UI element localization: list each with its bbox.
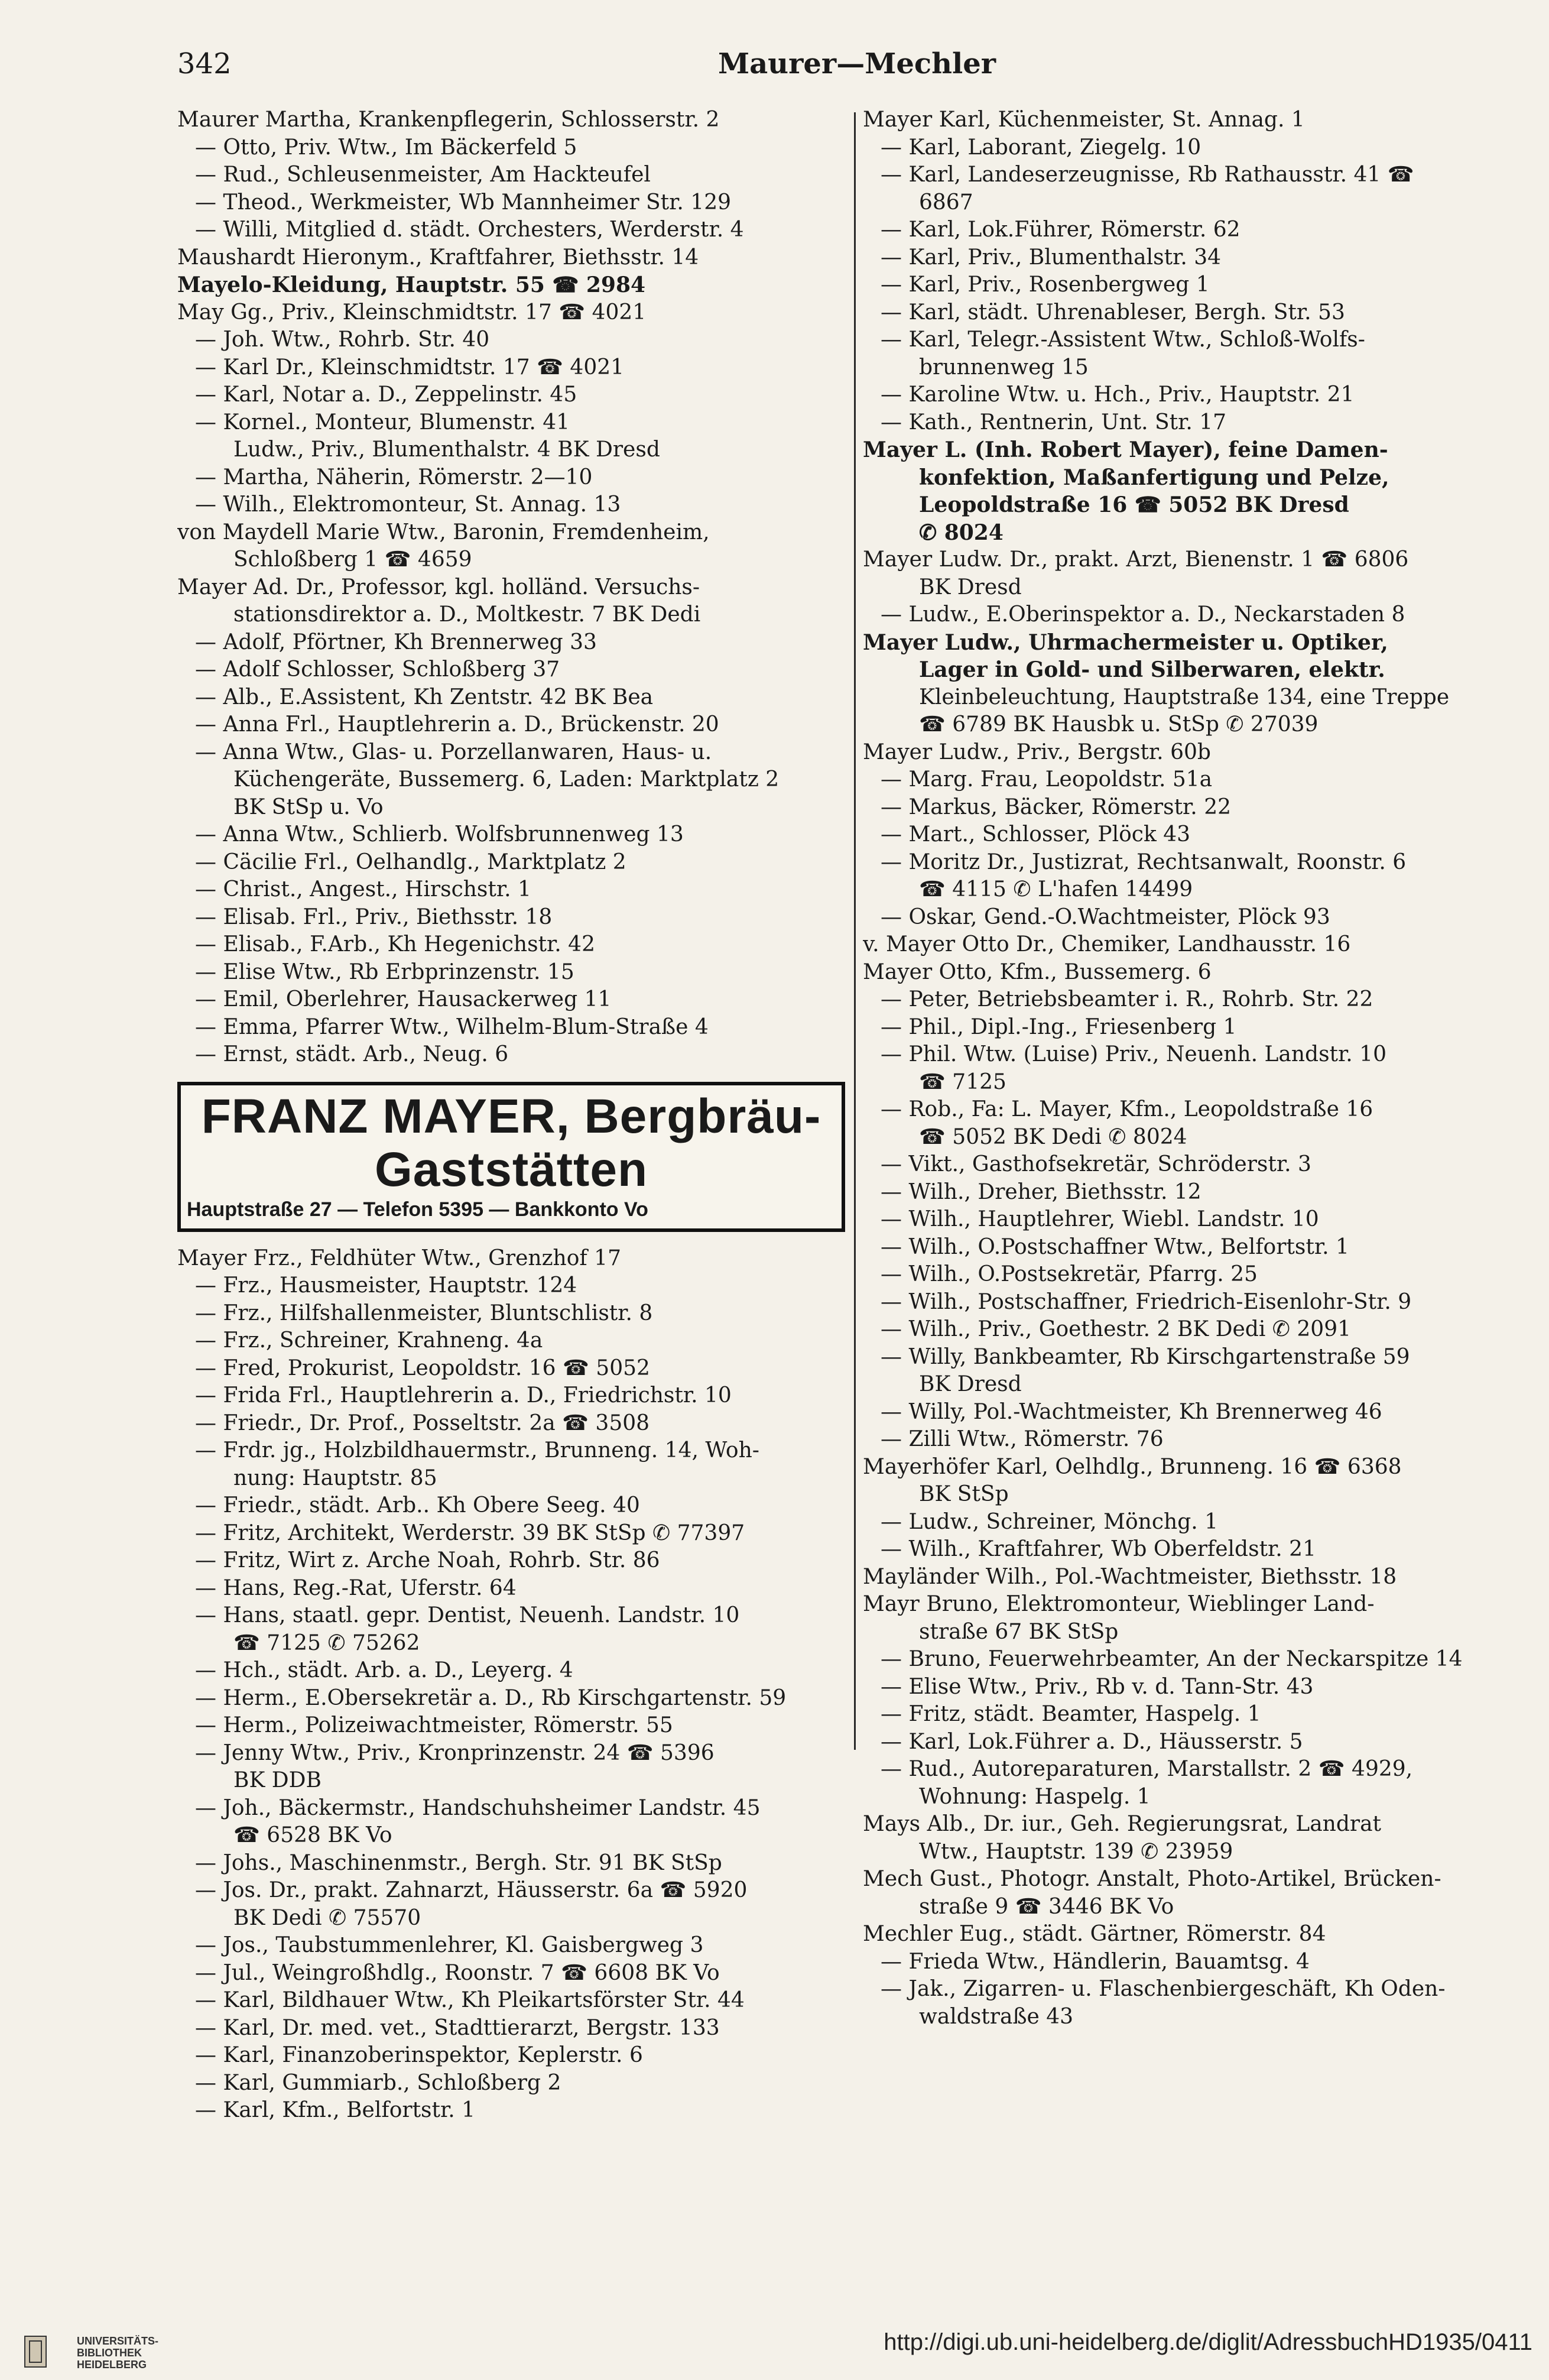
- directory-entry: — Karl, Kfm., Belfortstr. 1: [195, 2098, 476, 2122]
- directory-entry: — Theod., Werkmeister, Wb Mannheimer Str. 129: [195, 190, 731, 215]
- directory-entry: — Wilh., Elektromonteur, St. Annag. 13: [195, 492, 621, 517]
- directory-entry: — Anna Wtw., Schlierb. Wolfsbrunnenweg 13: [195, 822, 684, 847]
- directory-entry: — Christ., Angest., Hirschstr. 1: [195, 877, 531, 902]
- page-number: 342: [177, 47, 232, 80]
- directory-entry: — Herm., E.Obersekretär a. D., Rb Kirschgartenstr. 59: [195, 1685, 787, 1710]
- right-column: [863, 106, 1531, 2031]
- directory-entry: — Anna Wtw., Glas- u. Porzellanwaren, Haus- u.: [195, 740, 712, 764]
- directory-entry: — Elisab., F.Arb., Kh Hegenichstr. 42: [195, 932, 595, 956]
- directory-entry: — Alb., E.Assistent, Kh Zentstr. 42 BK Bea: [195, 685, 654, 709]
- directory-entry: — Fred, Prokurist, Leopoldstr. 16 ☎ 5052: [195, 1356, 650, 1380]
- directory-entry: — Wilh., O.Postsekretär, Pfarrg. 25: [881, 1262, 1258, 1286]
- left-entries: [177, 106, 845, 1069]
- directory-entry: Maurer Martha, Krankenpflegerin, Schlosserstr. 2: [177, 108, 720, 132]
- directory-entry: — Wilh., Kraftfahrer, Wb Oberfeldstr. 21: [881, 1537, 1316, 1561]
- directory-entry: Mayerhöfer Karl, Oelhdlg., Brunneng. 16 ☎ 6368: [863, 1454, 1402, 1479]
- directory-entry: BK DDB: [233, 1768, 322, 1792]
- directory-entry: BK StSp u. Vo: [233, 795, 384, 819]
- directory-entry: — Frz., Hilfshallenmeister, Bluntschlistr. 8: [195, 1301, 653, 1325]
- directory-entry: — Willy, Bankbeamter, Rb Kirschgartenstraße 59: [881, 1344, 1410, 1369]
- directory-entry: — Emma, Pfarrer Wtw., Wilhelm-Blum-Straße 4: [195, 1014, 709, 1039]
- directory-entry: — Willy, Pol.-Wachtmeister, Kh Brennerweg 46: [881, 1399, 1382, 1424]
- directory-entry: ☎ 4115 ✆ L'hafen 14499: [919, 877, 1193, 902]
- directory-entry: ☎ 7125: [919, 1069, 1006, 1094]
- advertisement-title: FRANZ MAYER, Bergbräu-Gaststätten: [201, 1089, 821, 1197]
- directory-entry: Mayer L. (Inh. Robert Mayer), feine Damen-: [863, 437, 1388, 462]
- franz-mayer-advertisement: [177, 1082, 845, 1232]
- directory-entry: Mayer Otto, Kfm., Bussemerg. 6: [863, 959, 1212, 984]
- directory-entry: — Moritz Dr., Justizrat, Rechtsanwalt, Roonstr. 6: [881, 849, 1407, 874]
- directory-entry: — Bruno, Feuerwehrbeamter, An der Neckarspitze 14: [881, 1647, 1463, 1671]
- directory-entry: — Kath., Rentnerin, Unt. Str. 17: [881, 410, 1227, 435]
- directory-entry: Mayer Ludw., Priv., Bergstr. 60b: [863, 740, 1211, 764]
- directory-entry: — Karl, Finanzoberinspektor, Keplerstr. 6: [195, 2043, 643, 2067]
- directory-entry: — Fritz, städt. Beamter, Haspelg. 1: [881, 1702, 1261, 1726]
- source-url[interactable]: http://digi.ub.uni-heidelberg.de/diglit/AdressbuchHD1935/0411: [884, 2329, 1532, 2355]
- directory-entry: — Wilh., Hauptlehrer, Wiebl. Landstr. 10: [881, 1207, 1319, 1231]
- directory-entry: — Jak., Zigarren- u. Flaschenbiergeschäft, Kh Oden-: [881, 1977, 1446, 2001]
- directory-entry: Schloßberg 1 ☎ 4659: [233, 547, 472, 572]
- directory-entry: ☎ 6789 BK Hausbk u. StSp ✆ 27039: [919, 712, 1319, 737]
- directory-entry: — Wilh., Priv., Goethestr. 2 BK Dedi ✆ 2091: [881, 1317, 1352, 1341]
- directory-entry: ☎ 6528 BK Vo: [233, 1823, 392, 1847]
- directory-entry: BK Dedi ✆ 75570: [233, 1905, 421, 1930]
- directory-entry: — Frida Frl., Hauptlehrerin a. D., Friedrichstr. 10: [195, 1383, 732, 1408]
- directory-entry: nung: Hauptstr. 85: [233, 1465, 437, 1490]
- directory-entry: — Karoline Wtw. u. Hch., Priv., Hauptstr. 21: [881, 382, 1355, 407]
- directory-entry: — Johs., Maschinenmstr., Bergh. Str. 91 BK StSp: [195, 1850, 722, 1875]
- directory-entry: — Karl, Landeserzeugnisse, Rb Rathausstr. 41 ☎: [881, 163, 1414, 187]
- directory-entry: — Adolf, Pförtner, Kh Brennerweg 33: [195, 630, 597, 654]
- directory-entry: — Frdr. jg., Holzbildhauermstr., Brunneng. 14, Woh-: [195, 1438, 759, 1463]
- directory-entry: BK Dresd: [919, 1372, 1022, 1396]
- directory-entry: — Jos., Taubstummenlehrer, Kl. Gaisbergweg 3: [195, 1933, 704, 1957]
- page-header: [177, 47, 1548, 89]
- directory-entry: Wtw., Hauptstr. 139 ✆ 23959: [919, 1839, 1233, 1864]
- directory-entry: — Hans, staatl. gepr. Dentist, Neuenh. Landstr. 10: [195, 1603, 740, 1627]
- library-logo: [24, 2335, 159, 2371]
- directory-entry: — Zilli Wtw., Römerstr. 76: [881, 1427, 1164, 1451]
- directory-entry: straße 67 BK StSp: [919, 1619, 1119, 1644]
- directory-entry: — Karl, Lok.Führer a. D., Häusserstr. 5: [881, 1729, 1303, 1754]
- directory-entry: — Karl, Laborant, Ziegelg. 10: [881, 135, 1201, 160]
- directory-entry: — Karl, städt. Uhrenableser, Bergh. Str. 53: [881, 300, 1345, 325]
- directory-entry: — Wilh., Dreher, Biethsstr. 12: [881, 1179, 1201, 1204]
- directory-entry: — Fritz, Wirt z. Arche Noah, Rohrb. Str. 86: [195, 1548, 660, 1572]
- directory-entry: Mayer Ad. Dr., Professor, kgl. holländ. Versuchs-: [177, 575, 700, 599]
- directory-entry: — Friedr., Dr. Prof., Posseltstr. 2a ☎ 3508: [195, 1411, 650, 1435]
- directory-entry: — Phil., Dipl.-Ing., Friesenberg 1: [881, 1014, 1237, 1039]
- directory-entry: — Karl, Lok.Führer, Römerstr. 62: [881, 218, 1241, 242]
- directory-entry: — Rob., Fa: L. Mayer, Kfm., Leopoldstraße 16: [881, 1097, 1373, 1121]
- directory-entry: Maushardt Hieronym., Kraftfahrer, Biethsstr. 14: [177, 245, 699, 270]
- left-entries-continued: [177, 1245, 845, 2125]
- directory-entry: Küchengeräte, Bussemerg. 6, Laden: Marktplatz 2: [233, 767, 780, 792]
- directory-entry: Mayer Karl, Küchenmeister, St. Annag. 1: [863, 108, 1305, 132]
- directory-entry: — Hans, Reg.-Rat, Uferstr. 64: [195, 1575, 517, 1600]
- directory-entry: Mayländer Wilh., Pol.-Wachtmeister, Biethsstr. 18: [863, 1564, 1397, 1589]
- directory-entry: Mayer Ludw. Dr., prakt. Arzt, Bienenstr. 1 ☎ 6806: [863, 547, 1409, 572]
- running-head: Maurer—Mechler: [717, 47, 996, 80]
- directory-entry: — Frz., Schreiner, Krahneng. 4a: [195, 1328, 543, 1353]
- directory-entry: — Oskar, Gend.-O.Wachtmeister, Plöck 93: [881, 904, 1330, 929]
- directory-entry: BK Dresd: [919, 575, 1022, 599]
- directory-entry: — Jenny Wtw., Priv., Kronprinzenstr. 24 ☎ 5396: [195, 1740, 715, 1765]
- directory-entry: Ludw., Priv., Blumenthalstr. 4 BK Dresd: [233, 437, 660, 462]
- library-seal-icon: [24, 2335, 47, 2368]
- directory-entry: Mayr Bruno, Elektromonteur, Wieblinger Land-: [863, 1592, 1375, 1616]
- directory-entry: Mays Alb., Dr. iur., Geh. Regierungsrat, Landrat: [863, 1812, 1382, 1836]
- directory-entry: — Joh. Wtw., Rohrb. Str. 40: [195, 328, 490, 352]
- directory-entry: ☎ 7125 ✆ 75262: [233, 1630, 420, 1655]
- advertisement-subtitle: Hauptstraße 27 — Telefon 5395 — Bankkonto Vo: [187, 1198, 648, 1221]
- directory-entry: BK StSp: [919, 1482, 1009, 1506]
- directory-entry: — Karl Dr., Kleinschmidtstr. 17 ☎ 4021: [195, 355, 625, 380]
- directory-entry: — Frz., Hausmeister, Hauptstr. 124: [195, 1273, 577, 1298]
- directory-entry: brunnenweg 15: [919, 355, 1089, 380]
- directory-entry: — Rud., Autoreparaturen, Marstallstr. 2 ☎ 4929,: [881, 1757, 1413, 1781]
- directory-entry: — Rud., Schleusenmeister, Am Hackteufel: [195, 163, 651, 187]
- directory-entry: — Adolf Schlosser, Schloßberg 37: [195, 657, 560, 682]
- directory-entry: — Jul., Weingroßhdlg., Roonstr. 7 ☎ 6608 BK Vo: [195, 1960, 720, 1985]
- directory-entry: — Peter, Betriebsbeamter i. R., Rohrb. Str. 22: [881, 987, 1373, 1011]
- directory-entry: — Elise Wtw., Priv., Rb v. d. Tann-Str. 43: [881, 1674, 1314, 1699]
- directory-entry: — Karl, Notar a. D., Zeppelinstr. 45: [195, 382, 577, 407]
- directory-entry: — Willi, Mitglied d. städt. Orchesters, Werderstr. 4: [195, 218, 744, 242]
- directory-entry: — Martha, Näherin, Römerstr. 2—10: [195, 465, 593, 489]
- directory-entry: — Wilh., O.Postschaffner Wtw., Belfortstr. 1: [881, 1234, 1349, 1259]
- directory-entry: Lager in Gold- und Silberwaren, elektr.: [919, 657, 1385, 682]
- directory-entry: — Jos. Dr., prakt. Zahnarzt, Häusserstr. 6a ☎ 5920: [195, 1878, 748, 1902]
- directory-entry: — Joh., Bäckermstr., Handschuhsheimer Landstr. 45: [195, 1795, 761, 1820]
- directory-entry: Mayer Frz., Feldhüter Wtw., Grenzhof 17: [177, 1246, 621, 1270]
- directory-entry: Mech Gust., Photogr. Anstalt, Photo-Artikel, Brücken-: [863, 1867, 1441, 1891]
- page-footer: [0, 2323, 1549, 2380]
- directory-entry: — Kornel., Monteur, Blumenstr. 41: [195, 410, 570, 435]
- directory-entry: — Elisab. Frl., Priv., Biethsstr. 18: [195, 904, 553, 929]
- directory-entry: Mayer Ludw., Uhrmachermeister u. Optiker,: [863, 630, 1388, 655]
- directory-entry: ☎ 5052 BK Dedi ✆ 8024: [919, 1124, 1187, 1149]
- right-entries: [863, 106, 1531, 2031]
- directory-entry: — Ludw., E.Oberinspektor a. D., Neckarstaden 8: [881, 602, 1405, 627]
- library-logo-text: UNIVERSITÄTS- BIBLIOTHEK HEIDELBERG: [77, 2335, 159, 2371]
- directory-entry: — Marg. Frau, Leopoldstr. 51a: [881, 767, 1213, 792]
- directory-entry: — Karl, Priv., Blumenthalstr. 34: [881, 245, 1222, 270]
- directory-entry: — Friedr., städt. Arb.. Kh Obere Seeg. 40: [195, 1493, 640, 1518]
- directory-entry: waldstraße 43: [919, 2004, 1074, 2029]
- directory-entry: — Fritz, Architekt, Werderstr. 39 BK StSp ✆ 77397: [195, 1520, 745, 1545]
- directory-entry: konfektion, Maßanfertigung und Pelze,: [919, 465, 1389, 490]
- directory-entry: stationsdirektor a. D., Moltkestr. 7 BK Dedi: [233, 602, 701, 627]
- left-column: [177, 106, 845, 2125]
- directory-entry: v. Mayer Otto Dr., Chemiker, Landhausstr. 16: [863, 932, 1351, 956]
- directory-entry: — Phil. Wtw. (Luise) Priv., Neuenh. Landstr. 10: [881, 1042, 1386, 1066]
- directory-entry: — Karl, Bildhauer Wtw., Kh Pleikartsförster Str. 44: [195, 1988, 745, 2012]
- directory-entry: von Maydell Marie Wtw., Baronin, Fremdenheim,: [177, 520, 710, 544]
- directory-entry: — Wilh., Postschaffner, Friedrich-Eisenlohr-Str. 9: [881, 1289, 1412, 1314]
- directory-entry: Mayelo-Kleidung, Hauptstr. 55 ☎ 2984: [177, 273, 646, 297]
- column-divider: [854, 112, 856, 1750]
- directory-entry: — Emil, Oberlehrer, Hausackerweg 11: [195, 987, 612, 1011]
- directory-entry: — Karl, Gummiarb., Schloßberg 2: [195, 2070, 561, 2095]
- directory-entry: May Gg., Priv., Kleinschmidtstr. 17 ☎ 4021: [177, 300, 647, 325]
- directory-entry: Wohnung: Haspelg. 1: [919, 1784, 1151, 1809]
- directory-entry: — Hch., städt. Arb. a. D., Leyerg. 4: [195, 1658, 573, 1682]
- directory-entry: ✆ 8024: [919, 520, 1004, 545]
- directory-entry: — Cäcilie Frl., Oelhandlg., Marktplatz 2: [195, 849, 626, 874]
- directory-entry: — Karl, Dr. med. vet., Stadttierarzt, Bergstr. 133: [195, 2015, 720, 2040]
- directory-entry: — Anna Frl., Hauptlehrerin a. D., Brückenstr. 20: [195, 712, 719, 737]
- directory-entry: — Markus, Bäcker, Römerstr. 22: [881, 795, 1231, 819]
- directory-entry: straße 9 ☎ 3446 BK Vo: [919, 1894, 1174, 1919]
- directory-entry: — Otto, Priv. Wtw., Im Bäckerfeld 5: [195, 135, 577, 160]
- directory-entry: — Elise Wtw., Rb Erbprinzenstr. 15: [195, 959, 574, 984]
- directory-entry: — Frieda Wtw., Händlerin, Bauamtsg. 4: [881, 1949, 1310, 1974]
- directory-entry: Leopoldstraße 16 ☎ 5052 BK Dresd: [919, 492, 1349, 517]
- directory-entry: — Karl, Priv., Rosenbergweg 1: [881, 273, 1210, 297]
- directory-entry: — Ludw., Schreiner, Mönchg. 1: [881, 1509, 1219, 1534]
- directory-entry: Mechler Eug., städt. Gärtner, Römerstr. 84: [863, 1922, 1326, 1946]
- directory-entry: — Mart., Schlosser, Plöck 43: [881, 822, 1191, 847]
- directory-entry: 6867: [919, 190, 973, 215]
- directory-entry: Kleinbeleuchtung, Hauptstraße 134, eine Treppe: [919, 685, 1450, 709]
- directory-entry: — Ernst, städt. Arb., Neug. 6: [195, 1042, 509, 1066]
- directory-entry: — Vikt., Gasthofsekretär, Schröderstr. 3: [881, 1152, 1311, 1176]
- directory-entry: — Karl, Telegr.-Assistent Wtw., Schloß-Wolfs-: [881, 328, 1365, 352]
- directory-entry: — Herm., Polizeiwachtmeister, Römerstr. 55: [195, 1713, 673, 1737]
